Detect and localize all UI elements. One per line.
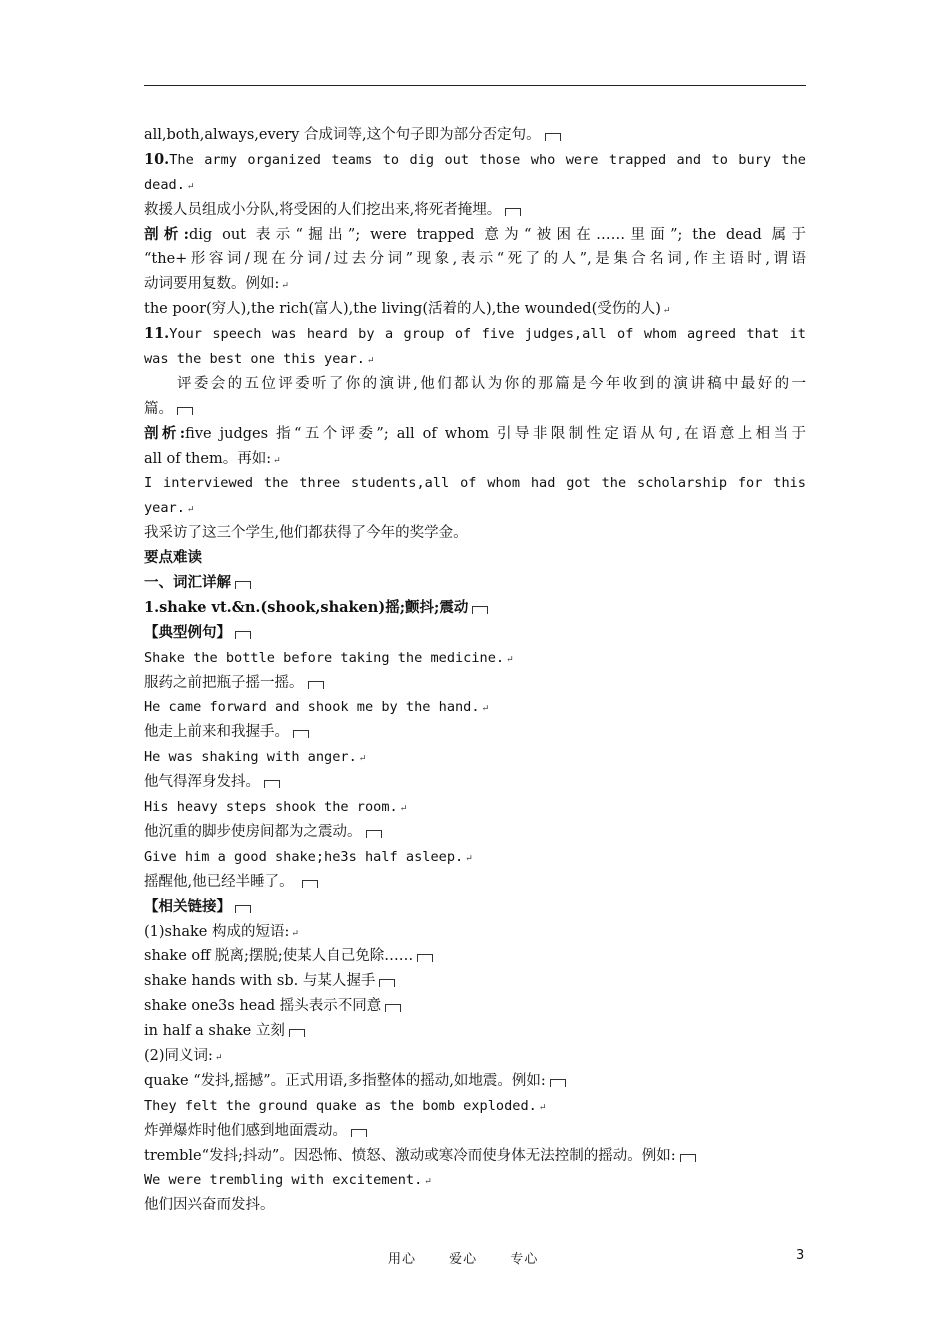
line-break-icon: ↵: [506, 654, 514, 665]
text-line: [144, 546, 806, 571]
paragraph-mark-icon: [385, 1004, 401, 1012]
line-text: 一、词汇详解: [144, 574, 231, 592]
text-line: [144, 447, 806, 472]
line-text: all of them。再如:: [144, 450, 272, 467]
line-text: shake off 脱离;摆脱;使某人自己免除……: [144, 948, 414, 965]
line-text: 【相关链接】: [144, 897, 231, 915]
line-text: 他走上前来和我握手。: [144, 724, 289, 741]
line-text: shake hands with sb. 与某人握手: [144, 973, 376, 990]
line-text: “the+形容词/现在分词/过去分词”现象,表示“死了的人”,是集合名词,作主语时,谓语: [144, 251, 806, 268]
paragraph-mark-icon: [550, 1079, 566, 1087]
line-break-icon: ↵: [366, 356, 375, 367]
line-break-icon: ↵: [481, 704, 490, 715]
text-line: [144, 1094, 806, 1119]
text-line: [144, 1119, 806, 1144]
text-line: [144, 148, 806, 173]
page-footer: [0, 1248, 950, 1268]
line-break-icon: ↵: [281, 281, 289, 292]
line-text: 1.shake vt.&n.(shook,shaken)摇;颤抖;震动: [144, 598, 469, 616]
text-line: [144, 397, 806, 422]
line-text: was the best one this year.: [144, 351, 365, 368]
line-text: I interviewed the three students,all of whom had got the scholarship for this: [144, 475, 806, 492]
text-line: [144, 745, 806, 770]
line-break-icon: ↵: [214, 1052, 223, 1063]
line-text: 我采访了这三个学生,他们都获得了今年的奖学金。: [144, 525, 468, 542]
line-text: 炸弹爆炸时他们感到地面震动。: [144, 1122, 347, 1139]
text-line: [144, 322, 806, 347]
page-number: 3: [796, 1248, 805, 1263]
line-text: 摇醒他,他已经半睡了。: [144, 873, 299, 890]
line-text: 要点难读: [144, 549, 202, 567]
text-line: [144, 173, 806, 198]
line-text: 篇。: [144, 400, 173, 417]
line-text: (1)shake 构成的短语:: [144, 923, 290, 940]
line-text: 服药之前把瓶子摇一摇。: [144, 674, 304, 691]
text-line: [144, 969, 806, 994]
line-text: dig out 表示“掘出”; were trapped 意为“被困在……里面”; the dead 属于: [188, 226, 806, 243]
paragraph-mark-icon: [293, 730, 309, 738]
text-line: [144, 795, 806, 820]
line-text: Your speech was heard by a group of five judges,all of whom agreed that it: [169, 326, 806, 343]
footer-word: 用心: [388, 1252, 417, 1267]
line-break-icon: ↵: [186, 181, 195, 192]
line-label: 剖析:: [144, 424, 186, 442]
line-text: He came forward and shook me by the hand.: [144, 699, 480, 716]
line-text: His heavy steps shook the room.: [144, 799, 398, 816]
line-text: 救援人员组成小分队,将受困的人们挖出来,将死者掩埋。: [144, 201, 502, 218]
line-break-icon: ↵: [424, 1177, 432, 1188]
paragraph-mark-icon: [308, 681, 324, 689]
line-text: tremble“发抖;抖动”。因恐怖、愤怒、激动或寒冷而使身体无法控制的摇动。例如:: [144, 1147, 676, 1164]
line-break-icon: ↵: [273, 455, 281, 466]
text-line: [144, 272, 806, 297]
text-line: [144, 1019, 806, 1044]
line-label: 10.: [144, 150, 170, 168]
text-line: [144, 198, 806, 223]
text-line: [144, 820, 806, 845]
line-label: 剖析:: [144, 225, 189, 243]
text-line: [144, 247, 806, 272]
text-line: [144, 720, 806, 745]
paragraph-mark-icon: [235, 581, 251, 589]
text-line: [144, 1144, 806, 1169]
line-text: The army organized teams to dig out those who were trapped and to bury the: [169, 151, 806, 168]
line-text: 评委会的五位评委听了你的演讲,他们都认为你的那篇是今年收到的演讲稿中最好的一: [177, 375, 806, 392]
text-line: [144, 646, 806, 671]
text-line: [144, 422, 806, 447]
text-line: [144, 845, 806, 870]
text-line: [144, 695, 806, 720]
text-line: [144, 347, 806, 372]
document-body: [144, 123, 806, 1218]
line-text: the poor(穷人),the rich(富人),the living(活着的人),the wounded(受伤的人): [144, 301, 661, 318]
text-line: [144, 372, 806, 397]
text-line: [144, 621, 806, 646]
line-text: He was shaking with anger.: [144, 749, 357, 766]
paragraph-mark-icon: [680, 1154, 696, 1162]
text-line: [144, 944, 806, 969]
line-break-icon: ↵: [186, 505, 195, 516]
text-line: [144, 571, 806, 596]
line-break-icon: ↵: [662, 306, 671, 317]
footer-motto: [388, 1248, 566, 1267]
line-text: We were trembling with excitement.: [144, 1172, 423, 1189]
text-line: [144, 671, 806, 696]
paragraph-mark-icon: [177, 407, 193, 415]
line-break-icon: ↵: [465, 853, 473, 864]
text-line: [144, 123, 806, 148]
line-text: in half a shake 立刻: [144, 1023, 285, 1040]
line-break-icon: ↵: [538, 1102, 547, 1113]
line-text: all,both,always,every 合成词等,这个句子即为部分否定句。: [144, 127, 541, 143]
line-break-icon: ↵: [399, 804, 408, 815]
line-text: Shake the bottle before taking the medicine.: [144, 649, 505, 666]
line-text: 动词要用复数。例如:: [144, 276, 280, 293]
line-label: 11.: [144, 325, 170, 343]
line-break-icon: ↵: [358, 754, 367, 765]
paragraph-mark-icon: [302, 880, 318, 888]
paragraph-mark-icon: [351, 1129, 367, 1137]
line-text: 【典型例句】: [144, 623, 231, 641]
line-text: five judges 指“五个评委”; all of whom 引导非限制性定语从句,在语意上相当于: [185, 425, 806, 442]
header-rule: [144, 85, 806, 86]
text-line: [144, 1069, 806, 1094]
paragraph-mark-icon: [545, 133, 561, 141]
paragraph-mark-icon: [264, 780, 280, 788]
footer-word: 爱心: [449, 1252, 478, 1267]
text-line: [144, 297, 806, 322]
line-text: 他气得浑身发抖。: [144, 774, 260, 791]
text-line: [144, 770, 806, 795]
line-text: dead.: [144, 176, 185, 193]
text-line: [144, 920, 806, 945]
text-line: [144, 223, 806, 248]
text-line: [144, 895, 806, 920]
line-text: They felt the ground quake as the bomb exploded.: [144, 1097, 537, 1114]
paragraph-mark-icon: [417, 954, 433, 962]
footer-word: 专心: [510, 1252, 539, 1267]
paragraph-mark-icon: [235, 905, 251, 913]
text-line: [144, 596, 806, 621]
line-text: 他沉重的脚步使房间都为之震动。: [144, 823, 362, 840]
text-line: [144, 1168, 806, 1193]
paragraph-mark-icon: [235, 631, 251, 639]
paragraph-mark-icon: [505, 208, 521, 216]
paragraph-mark-icon: [472, 606, 488, 614]
line-text: quake “发抖,摇撼”。正式用语,多指整体的摇动,如地震。例如:: [144, 1072, 546, 1089]
line-text: 他们因兴奋而发抖。: [144, 1197, 275, 1214]
text-line: [144, 471, 806, 496]
line-text: Give him a good shake;he3s half asleep.: [144, 848, 464, 865]
line-text: shake one3s head 摇头表示不同意: [144, 998, 382, 1015]
text-line: [144, 496, 806, 521]
paragraph-mark-icon: [366, 830, 382, 838]
text-line: [144, 1193, 806, 1218]
paragraph-mark-icon: [379, 979, 395, 987]
text-line: [144, 994, 806, 1019]
paragraph-mark-icon: [289, 1029, 305, 1037]
line-text: (2)同义词:: [144, 1047, 213, 1064]
line-text: year.: [144, 500, 185, 517]
text-line: [144, 870, 806, 895]
line-break-icon: ↵: [291, 928, 299, 939]
text-line: [144, 521, 806, 546]
text-line: [144, 1044, 806, 1069]
